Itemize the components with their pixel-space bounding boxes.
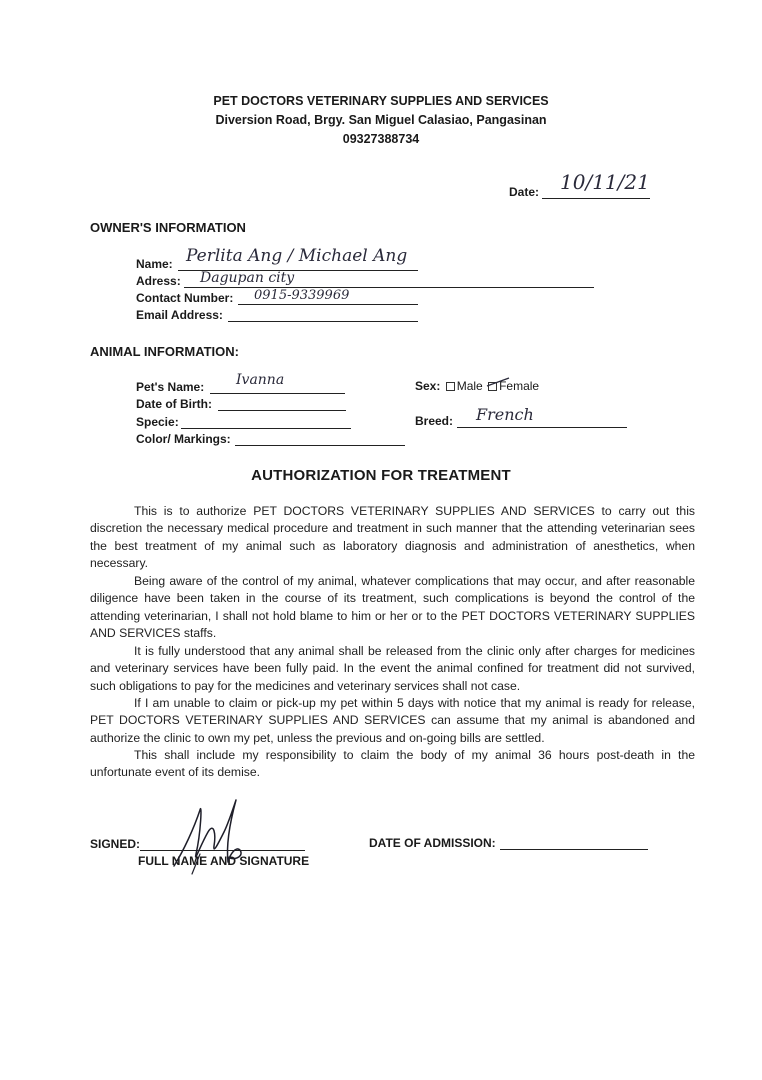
date-value: 10/11/21 [560,170,650,194]
owner-address-label: Adress: [136,274,181,288]
company-phone: 09327388734 [342,132,420,146]
date-label: Date: [509,185,540,199]
authorization-paragraph-2: Being aware of the control of my animal, whatever complications that may occur, and after reasonable diligence have been taken in the course of its treatment, such complications is beyond the control of the attending veterinarian, I shall not hold blame to him or her or to the PET DOCTORS VETERINARY SUPPLIES AND SERVICES staffs. [90,574,695,640]
owner-address-value: Dagupan city [200,270,295,286]
breed-line [457,427,627,428]
female-checkmark [487,377,509,389]
signed-label: SIGNED: [90,837,141,851]
authorization-paragraph-4: If I am unable to claim or pick-up my pet within 5 days with notice that my animal is ready for release, PET DOCTORS VETERINARY SUPPLIES AND SERVICES can assume that my animal is abandoned and authorize the clinic to own my pet, unless the previous and on-going bills are settled. [90,696,695,745]
owner-address-line [184,287,594,288]
male-checkbox [446,382,455,391]
owner-name-value: Perlita Ang / Michael Ang [186,246,408,266]
company-address: Diversion Road, Brgy. San Miguel Calasiao, Pangasinan [215,113,547,127]
authorization-paragraph-5: This shall include my responsibility to claim the body of my animal 36 hours post-death in the unfortunate event of its demise. [90,748,695,780]
pet-name-label: Pet's Name: [136,380,205,394]
sex-male-option: Male [456,379,483,393]
date-of-admission-line [500,849,648,850]
animal-section-title: ANIMAL INFORMATION: [90,344,239,359]
owner-name-label: Name: [136,257,173,271]
owner-contact-value: 0915-9339969 [254,288,350,303]
company-name: PET DOCTORS VETERINARY SUPPLIES AND SERVICES [213,94,549,108]
pet-name-line [210,393,345,394]
owner-contact-label: Contact Number: [136,291,234,305]
breed-label: Breed: [415,414,454,428]
owner-section-title: OWNER'S INFORMATION [90,220,246,235]
color-line [235,445,405,446]
owner-email-line [228,321,418,322]
owner-email-label: Email Address: [136,308,223,322]
sex-label: Sex: [415,379,441,393]
specie-line [181,428,351,429]
owner-contact-line [238,304,418,305]
date-line [542,198,650,199]
authorization-title: AUTHORIZATION FOR TREATMENT [251,467,511,484]
sex-female-option [499,379,539,393]
signature-caption: FULL NAME AND SIGNATURE [138,854,310,868]
breed-value: French [476,405,534,424]
specie-label: Specie: [136,415,179,429]
authorization-paragraph-3: It is fully understood that any animal shall be released from the clinic only after charges for medicines and veterinary services have been fully paid. In the event the animal confined for treatment did not survived, such obligations to pay for the medicines and veterinary services shall not case. [90,644,695,693]
color-label: Color/ Markings: [136,432,231,446]
date-of-admission-label: DATE OF ADMISSION: [369,836,496,850]
dob-label: Date of Birth: [136,397,212,411]
pet-name-value: Ivanna [236,372,285,388]
handwritten-signature [170,788,260,880]
authorization-paragraph-1: This is to authorize PET DOCTORS VETERINARY SUPPLIES AND SERVICES to carry out this discretion the necessary medical procedure and treatment in such manner that the attending veterinarian sees the best treatment of my animal such as laboratory diagnosis and administration of anesthetics, when necessary. [90,504,695,570]
sex-female-text: Female [499,379,540,393]
dob-line [218,410,346,411]
sex-field [415,379,539,393]
